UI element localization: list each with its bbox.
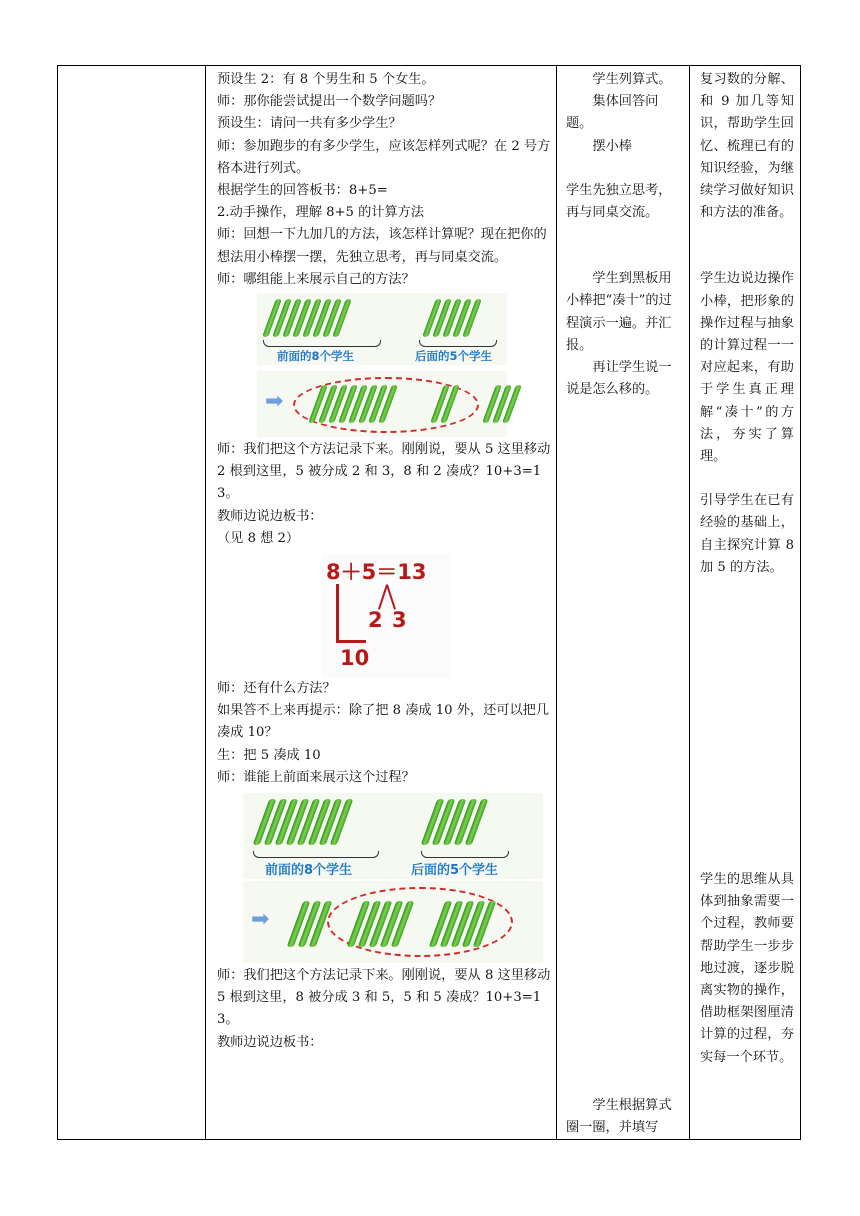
sticks-group-5 xyxy=(429,799,480,845)
text-line: 师：我们把这个方法记录下来。刚刚说，要从 8 这里移动 5 根到这里，8 被分成 3 和 5，5 和 5 凑成？10+3=13。 xyxy=(217,968,551,1028)
brace xyxy=(421,851,509,858)
sticks-remaining-3 xyxy=(295,901,324,947)
text-line: 师：那你能尝试提出一个数学问题吗？ xyxy=(217,94,442,110)
sticks-image-move-5 xyxy=(243,881,543,963)
text-line: 师：还有什么方法？ xyxy=(217,681,336,697)
text-line: 师：谁能上前面来展示这个过程？ xyxy=(217,769,415,785)
sticks-image-move-2 xyxy=(257,371,507,437)
label-back-5: 后面的5个学生 xyxy=(411,863,499,879)
ten-result: 10 xyxy=(340,646,370,671)
lesson-table xyxy=(57,65,801,1140)
student-text: 摆小棒 xyxy=(592,138,632,154)
text-line: 师：回想一下九加几的方法，该怎样计算呢？现在把你的想法用小棒摆一摆，先独立思考，再与同桌交流。 xyxy=(217,227,547,265)
teaching-process-cell xyxy=(210,66,556,1139)
text-line: 教师边说边板书： xyxy=(217,1034,323,1050)
sticks-moved-2 xyxy=(437,385,453,423)
sticks-image-grouping xyxy=(257,293,507,365)
text-line: 教师边说边板书： xyxy=(217,508,323,524)
sticks-group-8 xyxy=(269,299,345,337)
text-line: 师：哪组能上来展示自己的方法？ xyxy=(217,271,415,287)
design-intent-cell xyxy=(692,66,800,1139)
student-text: 集体回答问题。 xyxy=(566,94,659,132)
sticks-group-5 xyxy=(437,901,488,947)
arrow-icon: ➡ xyxy=(251,907,270,933)
column-divider xyxy=(205,66,206,1139)
student-text: 学生到黑板用小棒把“凑十”的过程演示一遍。并汇报。 xyxy=(566,271,672,353)
sticks-group-8 xyxy=(315,385,391,423)
text-line: 2.动手操作，理解 8+5 的计算方法 xyxy=(217,205,425,221)
split-part-a: 2 xyxy=(368,608,383,633)
column-divider xyxy=(556,66,557,1139)
intent-text: 学生的思维从具体到抽象需要一个过程，教师要帮助学生一步步地过渡，逐步脱离实物的操作，借助框架图厘清计算的过程，夯实每一个环节。 xyxy=(700,872,794,1065)
intent-text: 学生边说边操作小棒，把形象的操作过程与抽象的计算过程一一对应起来，有助于学生真正理解“凑十”的方法，夯实了算理。 xyxy=(700,271,794,465)
student-activity-cell xyxy=(558,66,690,1139)
brace xyxy=(419,340,497,347)
text-line: 根据学生的回答板书：8+5= xyxy=(217,183,388,199)
text-line: 预设生：请问一共有多少学生？ xyxy=(217,116,402,132)
label-back-5: 后面的5个学生 xyxy=(415,349,493,364)
student-text: 学生列算式。 xyxy=(592,72,672,87)
split-part-b: 3 xyxy=(392,608,407,633)
student-text: 学生根据算式圈一圈，并填写 xyxy=(566,1098,672,1136)
intent-text: 引导学生在已有经验的基础上，自主探究计算 8 加 5 的方法。 xyxy=(700,493,794,575)
text-line: 预设生 2：有 8 个男生和 5 个女生。 xyxy=(217,72,435,87)
label-front-8: 前面的8个学生 xyxy=(265,863,353,879)
sticks-group-5 xyxy=(429,299,475,337)
brace xyxy=(263,340,381,347)
equation-diagram xyxy=(322,554,450,678)
split-line xyxy=(386,584,396,609)
equation: 8＋5＝13 xyxy=(326,560,427,585)
intent-text: 复习数的分解、和 9 加几等知识，帮助学生回忆、梳理已有的知识经验，为继续学习做好知识和方法的准备。 xyxy=(700,72,794,221)
sticks-moved-5 xyxy=(355,901,406,947)
sticks-remaining-3 xyxy=(489,385,515,423)
text-line: 师：参加跑步的有多少学生，应该怎样列式呢？在 2 号方格本进行列式。 xyxy=(217,138,551,176)
bracket-line xyxy=(336,584,339,642)
label-front-8: 前面的8个学生 xyxy=(277,349,355,364)
sticks-image-grouping-2 xyxy=(243,793,543,879)
student-text: 学生先独立思考，再与同桌交流。 xyxy=(566,182,672,221)
sticks-group-8 xyxy=(261,799,345,845)
text-line: （见 8 想 2） xyxy=(217,530,300,546)
student-text: 再让学生说一说是怎么移的。 xyxy=(566,360,672,398)
text-line: 师：我们把这个方法记录下来。刚刚说，要从 5 这里移动 2 根到这里，5 被分成 2 和 3，8 和 2 凑成？10+3=13。 xyxy=(217,442,551,502)
text-line: 生：把 5 凑成 10 xyxy=(217,747,321,763)
arrow-icon: ➡ xyxy=(265,389,284,415)
brace xyxy=(253,851,379,858)
bracket-line xyxy=(336,640,366,643)
text-line: 如果答不上来再提示：除了把 8 凑成 10 外，还可以把几凑成 10？ xyxy=(217,703,550,741)
